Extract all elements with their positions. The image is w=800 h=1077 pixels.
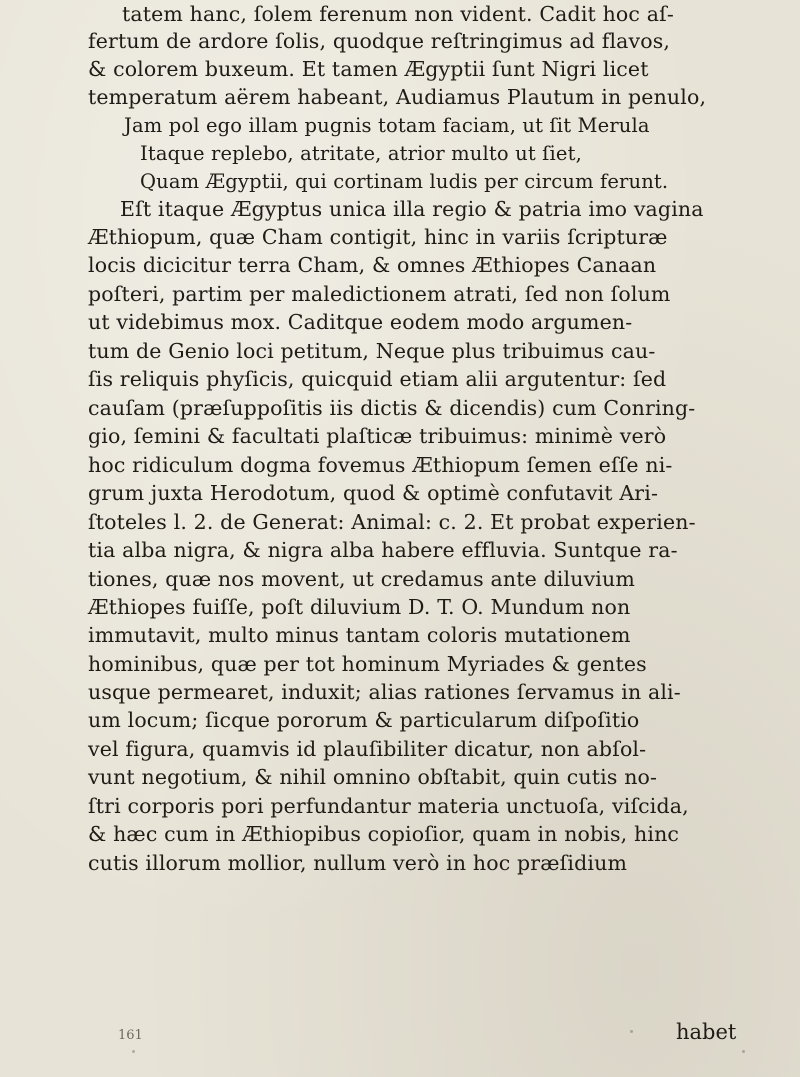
text-line: hominibus, quæ per tot hominum Myriades & gentes [88,652,647,676]
paper-speck [742,1050,745,1053]
text-line: fertum de ardore ſolis, quodque reſtringimus ad flavos, [88,29,671,53]
text-line: gio, ſemini & facultati plaſticæ tribuimus: minimè verò [88,424,667,448]
verse-line: Itaque replebo, atritate, atrior multo ut ſiet, [140,142,582,165]
paper-speck [630,1030,633,1033]
text-line: ſtoteles l. 2. de Generat: Animal: c. 2. Et probat experien- [88,510,696,534]
text-line: vel figura, quamvis id plauſibiliter dicatur, non abſol- [88,737,647,761]
text-line: grum juxta Herodotum, quod & optimè confutavit Ari- [88,481,659,505]
text-line: Eſt itaque Ægyptus unica illa regio & patria imo vagina [120,197,704,221]
text-line: vunt negotium, & nihil omnino obſtabit, quin cutis no- [88,765,658,789]
text-line: Æthiopes fuiſſe, poſt diluvium D. T. O. Mundum non [88,595,631,619]
verse-line: Jam pol ego illam pugnis totam faciam, ut ſit Merula [124,114,650,137]
text-line: usque permearet, induxit; alias rationes ſervamus in ali- [88,680,681,704]
folio-number: 161 [118,1028,143,1043]
text-line: poſteri, partim per maledictionem atrati, ſed non ſolum [88,282,671,306]
text-line: tatem hanc, ſolem ferenum non vident. Cadit hoc aſ- [122,2,674,26]
text-line: ſtri corporis pori perfundantur materia unctuoſa, viſcida, [88,794,689,818]
text-line: cauſam (præſuppoſitis iis dictis & dicendis) cum Conring- [88,396,696,420]
text-line: locis dicicitur terra Cham, & omnes Æthiopes Canaan [88,253,657,277]
text-line: um locum; ſicque pororum & particularum diſpoſitio [88,708,640,732]
text-line: tum de Genio loci petitum, Neque plus tribuimus cau- [88,339,656,363]
text-line: & hæc cum in Æthiopibus copioſior, quam in nobis, hinc [88,822,680,846]
verse-line: Quam Ægyptii, qui cortinam ludis per circum ferunt. [140,170,669,193]
catchword: habet [676,1020,737,1044]
text-line: hoc ridiculum dogma fovemus Æthiopum ſemen eſſe ni- [88,453,673,477]
text-line: ut videbimus mox. Caditque eodem modo argumen- [88,310,633,334]
text-line: & colorem buxeum. Et tamen Ægyptii ſunt Nigri licet [88,57,649,81]
text-line: cutis illorum mollior, nullum verò in hoc præſidium [88,851,628,875]
text-line: tia alba nigra, & nigra alba habere effluvia. Suntque ra- [88,538,678,562]
text-line: temperatum aërem habeant, Audiamus Plautum in penulo, [88,85,707,109]
text-line: tiones, quæ nos movent, ut credamus ante diluvium [88,567,635,591]
paper-speck [132,1050,135,1053]
text-line: ſis reliquis phyſicis, quicquid etiam alii argutentur: ſed [88,367,667,391]
text-line: Æthiopum, quæ Cham contigit, hinc in variis ſcripturæ [88,225,668,249]
text-line: immutavit, multo minus tantam coloris mutationem [88,623,631,647]
